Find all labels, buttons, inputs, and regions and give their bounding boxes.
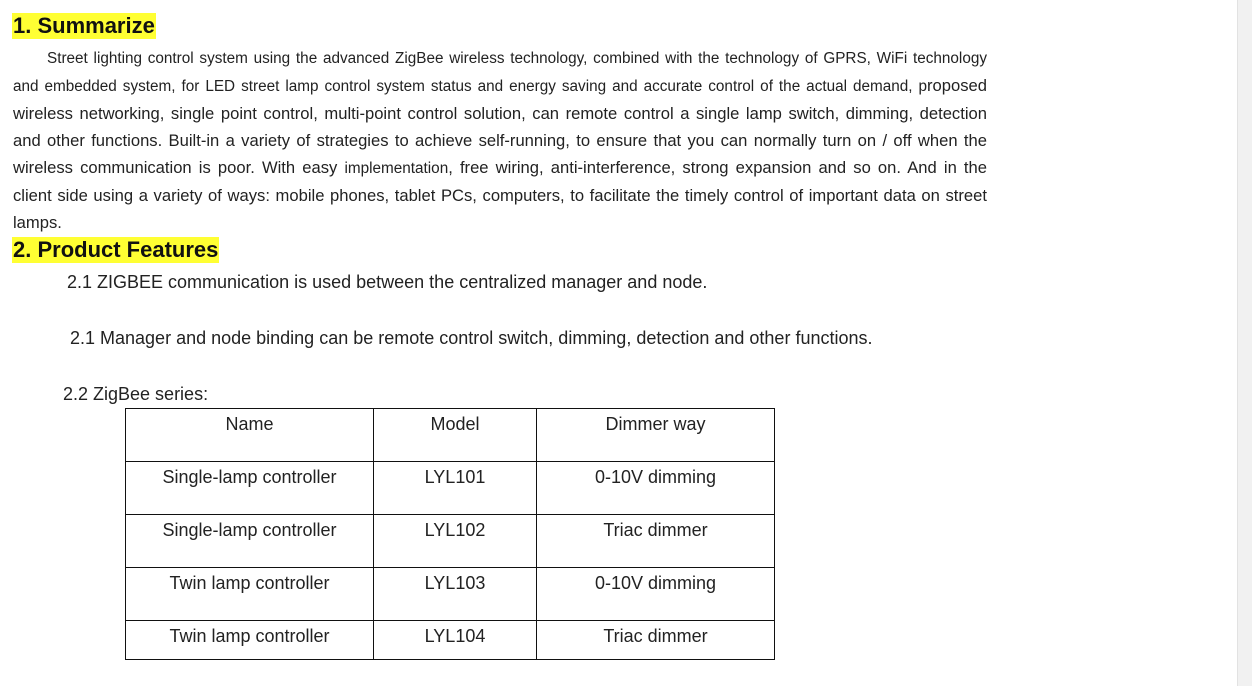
table-cell-name: Twin lamp controller [126, 568, 374, 621]
column-header-dimmer-way: Dimmer way [537, 409, 775, 462]
table-cell-model: LYL104 [374, 621, 537, 660]
table-cell-dimmer-way: Triac dimmer [537, 621, 775, 660]
section-title-summarize: 1. Summarize [13, 13, 155, 38]
table-cell-model: LYL103 [374, 568, 537, 621]
table-cell-name: Single-lamp controller [126, 515, 374, 568]
table-row [126, 621, 775, 660]
column-header-name: Name [126, 409, 374, 462]
table-cell-dimmer-way: Triac dimmer [537, 515, 775, 568]
summary-text-part1: Street lighting control system using the advanced ZigBee wireless technology, combined with the technology of GPRS, WiFi technology and embedded system, for LED street lamp control system status and energy saving and accurate control of the actual demand, p [13, 50, 987, 95]
table-row [126, 568, 775, 621]
feature-item-zigbee-communication: 2.1 ZIGBEE communication is used between the centralized manager and node. [67, 272, 708, 292]
summary-paragraph [13, 44, 987, 236]
table-cell-dimmer-way: 0-10V dimming [537, 462, 775, 515]
table-row [126, 515, 775, 568]
feature-item-manager-node-binding: 2.1 Manager and node binding can be remote control switch, dimming, detection and other functions. [70, 328, 873, 348]
table-cell-name: Single-lamp controller [126, 462, 374, 515]
table-cell-model: LYL102 [374, 515, 537, 568]
zigbee-series-table [125, 408, 775, 660]
feature-item-zigbee-series: 2.2 ZigBee series: [63, 384, 209, 404]
scrollbar-track[interactable] [1237, 0, 1252, 686]
table-cell-dimmer-way: 0-10V dimming [537, 568, 775, 621]
table-row [126, 462, 775, 515]
summary-text-part3: implementation [344, 160, 449, 177]
table-cell-name: Twin lamp controller [126, 621, 374, 660]
table-cell-model: LYL101 [374, 462, 537, 515]
section-title-product-features: 2. Product Features [13, 237, 219, 262]
summary-text-part2: roposed wireless networking, single point control, multi-point control solution, can remote control a single lamp switch, dimming, detection and other functions. Built-in a variety of strategies to achieve self-running, to ensure that you can normally turn on / off when the wireless communication is poor. With easy [13, 76, 987, 177]
column-header-model: Model [374, 409, 537, 462]
table-header-row [126, 409, 775, 462]
summary-text-part4: , free wiring, anti-interference, strong expansion and so on. And in the client side using a variety of ways: mobile phones, tablet PCs, computers, to facilitate the timely control of important data on street lamps. [13, 158, 987, 232]
